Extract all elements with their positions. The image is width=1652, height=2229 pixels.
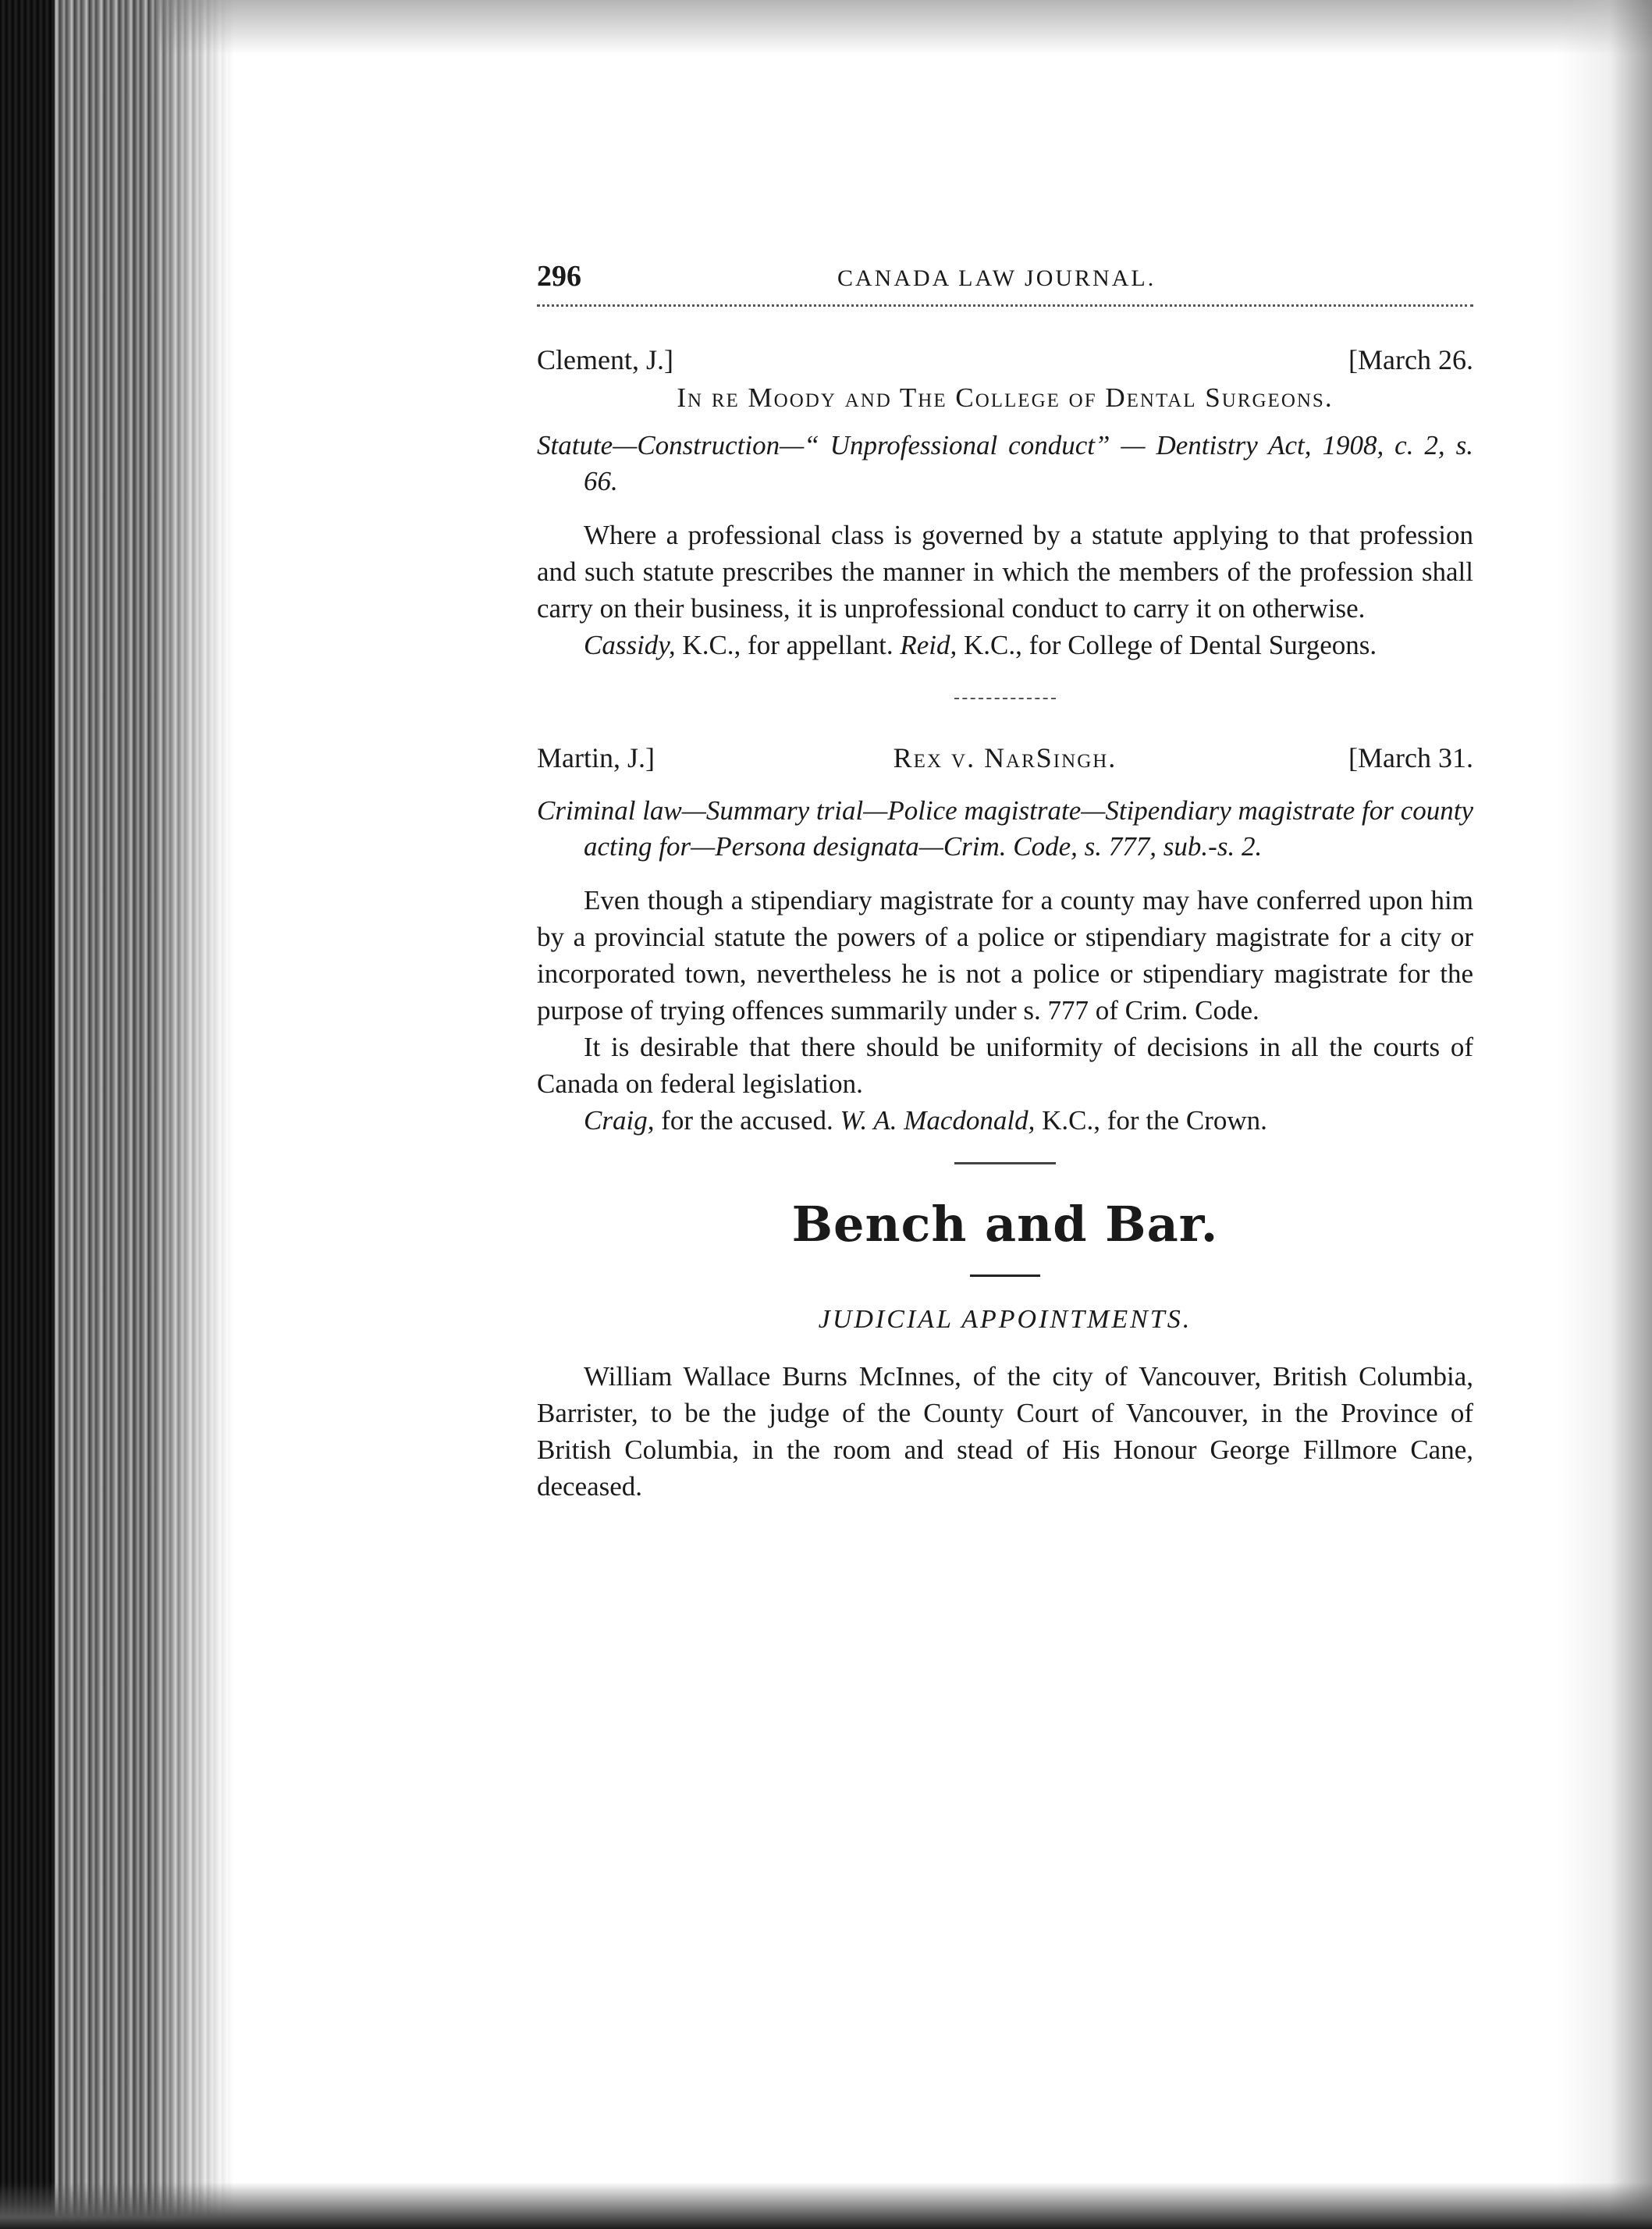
case-narsingh	[537, 741, 1473, 1139]
counsel-text: K.C., for College of Dental Surgeons.	[957, 630, 1377, 660]
scan-top-shadow	[156, 0, 1652, 55]
counsel-name: Craig,	[584, 1105, 655, 1136]
counsel-name: Cassidy,	[584, 630, 676, 660]
case-judge: Martin, J.]	[537, 742, 655, 773]
section-title: Bench and Bar.	[791, 1196, 1219, 1253]
scan-bottom-shadow	[0, 2182, 1652, 2229]
case-counsel	[537, 1102, 1473, 1139]
case-date: [March 26.	[1348, 344, 1473, 375]
case-judge: Clement, J.]	[537, 344, 673, 375]
section-rule	[954, 1162, 1056, 1164]
case-moody	[537, 343, 1473, 663]
running-head	[537, 250, 1473, 304]
journal-title: CANADA LAW JOURNAL.	[837, 265, 1156, 291]
case-line	[537, 741, 1473, 779]
case-counsel	[537, 627, 1473, 663]
scan-spine-shadow	[0, 0, 55, 2229]
journal-page	[537, 250, 1473, 1505]
case-line	[537, 343, 1473, 381]
counsel-text: K.C., for appellant.	[675, 630, 901, 660]
title-rule	[970, 1274, 1040, 1277]
scan-right-shadow	[1558, 0, 1652, 2229]
case-paragraph: It is desirable that there should be uniformity of decisions in all the courts of Canada on federal legislation.	[537, 1032, 1473, 1099]
section-subheading: JUDICIAL APPOINTMENTS.	[818, 1305, 1192, 1334]
page-number: 296	[537, 260, 581, 293]
case-paragraph: Even though a stipendiary magistrate for a county may have conferred upon him by a provincial statute the powers of a police or stipendiary magistrate for a city or incorporated town, nevertheless he is not a police or stipendiary magistrate for the purpose of trying offences summarily under s. 777 of Crim. Code.	[537, 885, 1473, 1026]
counsel-name: W. A. Macdonald,	[840, 1105, 1036, 1136]
counsel-name: Reid,	[900, 630, 957, 660]
case-title: Rex v. NarSingh.	[893, 742, 1117, 773]
case-date: [March 31.	[1348, 742, 1473, 773]
case-title: In re Moody and The College of Dental Surgeons.	[677, 382, 1334, 413]
case-headnote: Criminal law—Summary trial—Police magistrate—Stipendiary magistrate for county acting for—Persona designata—Crim. Code, s. 777, sub.-s. 2.	[537, 795, 1473, 862]
counsel-text: K.C., for the Crown.	[1035, 1105, 1267, 1136]
case-headnote: Statute—Construction—“ Unprofessional conduct” — Dentistry Act, 1908, c. 2, s. 66.	[537, 430, 1473, 496]
case-separator	[954, 698, 1056, 699]
header-rule	[537, 304, 1473, 307]
appointment-paragraph: William Wallace Burns McInnes, of the city of Vancouver, British Columbia, Barrister, to be the judge of the County Court of Vancouver, in the Province of British Columbia, in the room and stead of His Honour George Fillmore Cane, deceased.	[537, 1361, 1473, 1502]
counsel-text: for the accused.	[654, 1105, 840, 1136]
case-paragraph: Where a professional class is governed by a statute applying to that profession and such statute prescribes the manner in which the members of the profession shall carry on their business, it is unprofessional conduct to carry it on otherwise.	[537, 520, 1473, 624]
